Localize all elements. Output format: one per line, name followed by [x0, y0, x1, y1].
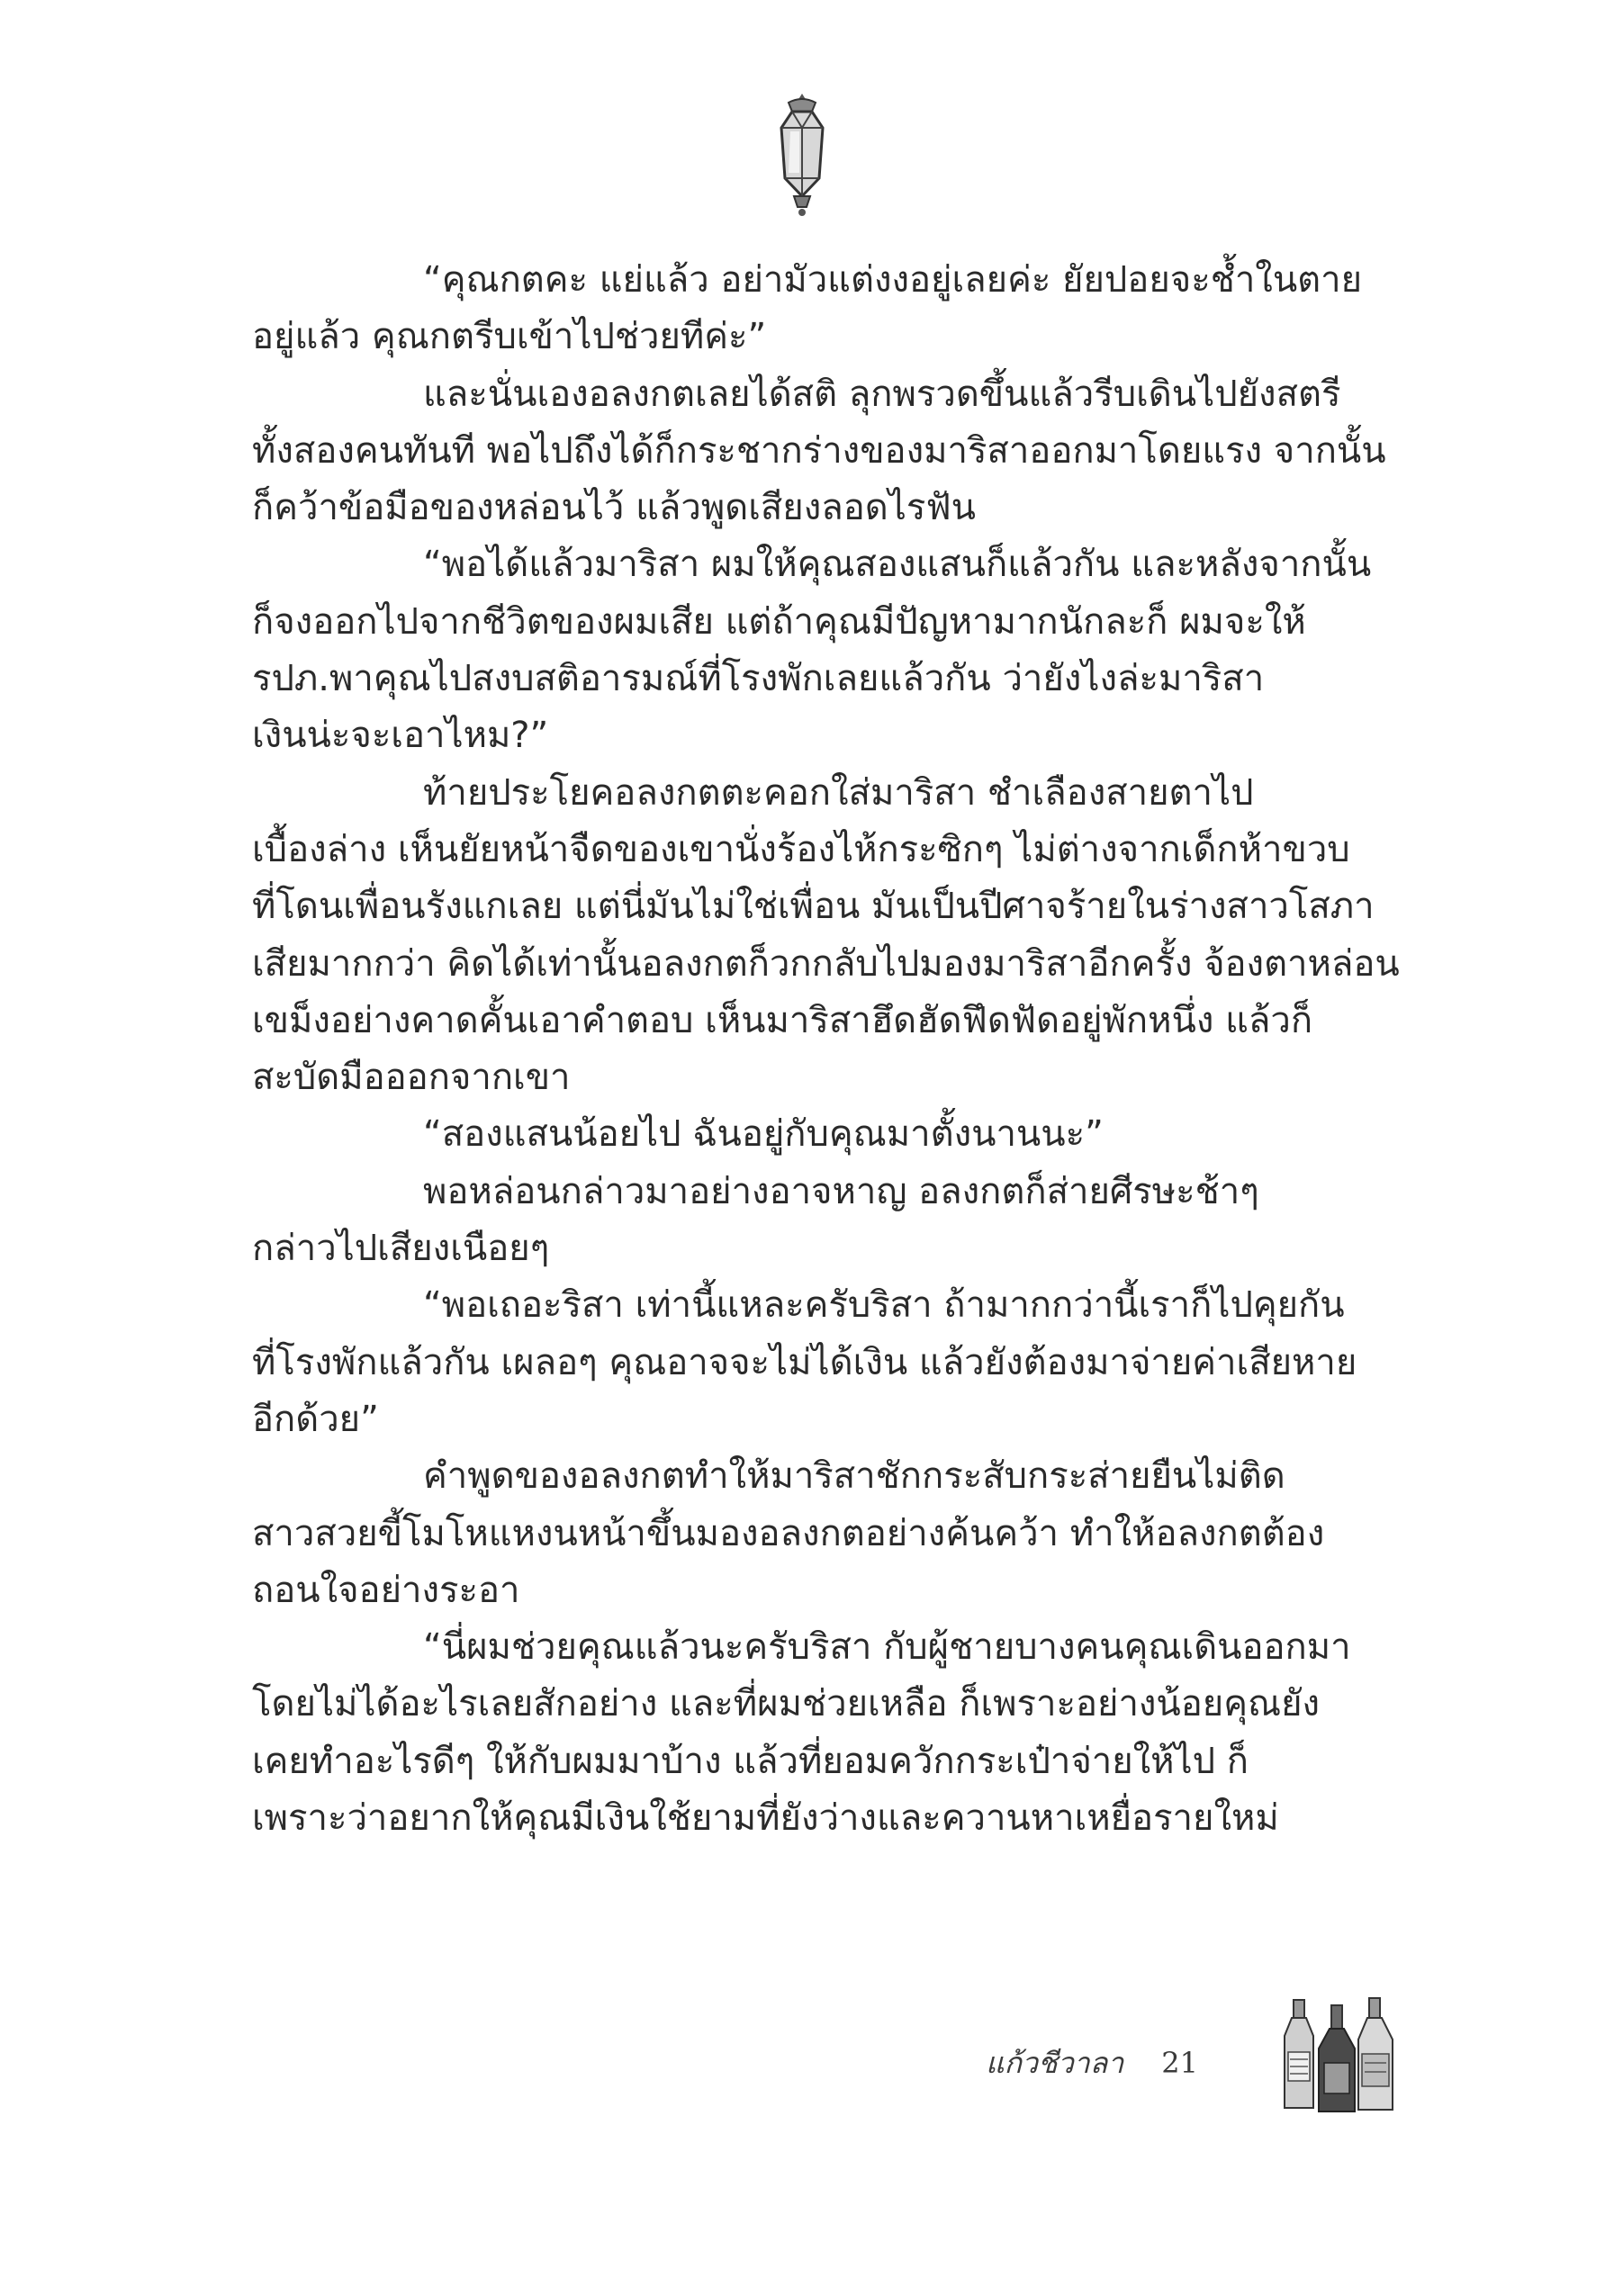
text-line: สะบัดมือออกจากเขา [252, 1057, 571, 1099]
text-line: เคยทำอะไรดีๆ ให้กับผมมาบ้าง แล้วที่ยอมควักกระเป๋าจ่ายให้ไป ก็ [252, 1740, 1249, 1782]
text-line: รปภ.พาคุณไปสงบสติอารมณ์ที่โรงพักเลยแล้วกัน ว่ายังไงล่ะมาริสา [252, 658, 1265, 700]
text-line: อีกด้วย” [252, 1398, 379, 1440]
text-line: กล่าวไปเสียงเนือยๆ [252, 1228, 550, 1270]
text-line: เบื้องล่าง เห็นยัยหน้าจืดของเขานั่งร้องไห้กระซิกๆ ไม่ต่างจากเด็กห้าขวบ [252, 828, 1350, 870]
text-line: คำพูดของอลงกตทำให้มาริสาชักกระสับกระส่ายยืนไม่ติด [423, 1455, 1285, 1498]
page-number: 21 [1161, 2046, 1198, 2080]
text-line: ที่โรงพักแล้วกัน เผลอๆ คุณอาจจะไม่ได้เงิน แล้วยังต้องมาจ่ายค่าเสียหาย [252, 1341, 1357, 1383]
text-line: ท้ายประโยคอลงกตตะคอกใส่มาริสา ชำเลืองสายตาไป [423, 771, 1254, 814]
text-line: เงินน่ะจะเอาไหม?” [252, 715, 549, 757]
text-line: ถอนใจอย่างระอา [252, 1569, 520, 1611]
text-line: และนั่นเองอลงกตเลยได้สติ ลุกพรวดขึ้นแล้วรีบเดินไปยังสตรี [423, 373, 1341, 415]
text-line: เพราะว่าอยากให้คุณมีเงินใช้ยามที่ยังว่างและควานหาเหยื่อรายใหม่ [252, 1797, 1279, 1840]
text-line: โดยไม่ได้อะไรเลยสักอย่าง และที่ผมช่วยเหลือ ก็เพราะอย่างน้อยคุณยัง [252, 1683, 1321, 1725]
text-line: ที่โดนเพื่อนรังแกเลย แต่นี่มันไม่ใช่เพื่อน มันเป็นปีศาจร้ายในร่างสาวโสภา [252, 886, 1375, 928]
text-line: ก็คว้าข้อมือของหล่อนไว้ แล้วพูดเสียงลอดไรฟัน [252, 487, 977, 529]
text-line: “สองแสนน้อยไป ฉันอยู่กับคุณมาตั้งนานนะ” [423, 1113, 1104, 1156]
text-line: เสียมากกว่า คิดได้เท่านั้นอลงกตก็วกกลับไปมองมาริสาอีกครั้ง จ้องตาหล่อน [252, 942, 1400, 985]
text-line: พอหล่อนกล่าวมาอย่างอาจหาญ อลงกตก็ส่ายศีรษะช้าๆ [423, 1170, 1259, 1212]
text-line: ก็จงออกไปจากชีวิตของผมเสีย แต่ถ้าคุณมีปัญหามากนักละก็ ผมจะให้ [252, 600, 1306, 643]
text-line: “พอเถอะริสา เท่านี้แหละครับริสา ถ้ามากกว่านี้เราก็ไปคุยกัน [423, 1284, 1345, 1327]
text-line: “พอได้แล้วมาริสา ผมให้คุณสองแสนก็แล้วกัน และหลังจากนั้น [423, 544, 1372, 586]
text-line: สาวสวยขี้โมโหแหงนหน้าขึ้นมองอลงกตอย่างค้นคว้า ทำให้อลงกตต้อง [252, 1512, 1325, 1554]
text-line: เขม็งอย่างคาดคั้นเอาคำตอบ เห็นมาริสาฮึดฮัดฟึดฟัดอยู่พักหนึ่ง แล้วก็ [252, 999, 1313, 1041]
text-line: “นี่ผมช่วยคุณแล้วนะครับริสา กับผู้ชายบางคนคุณเดินออกมา [423, 1626, 1351, 1669]
lantern-icon [771, 92, 834, 218]
text-line: อยู่แล้ว คุณกตรีบเข้าไปช่วยทีค่ะ” [252, 316, 767, 358]
text-line: “คุณกตคะ แย่แล้ว อย่ามัวแต่งงอยู่เลยค่ะ ยัยปอยจะช้ำในตาย [423, 259, 1363, 301]
bottles-icon [1283, 1996, 1395, 2113]
page-footer [986, 2031, 1198, 2094]
body-text [252, 252, 1400, 1847]
book-title: แก้วชีวาลา [986, 2045, 1124, 2080]
text-line: ทั้งสองคนทันที พอไปถึงได้ก็กระชากร่างของมาริสาออกมาโดยแรง จากนั้น [252, 429, 1386, 472]
